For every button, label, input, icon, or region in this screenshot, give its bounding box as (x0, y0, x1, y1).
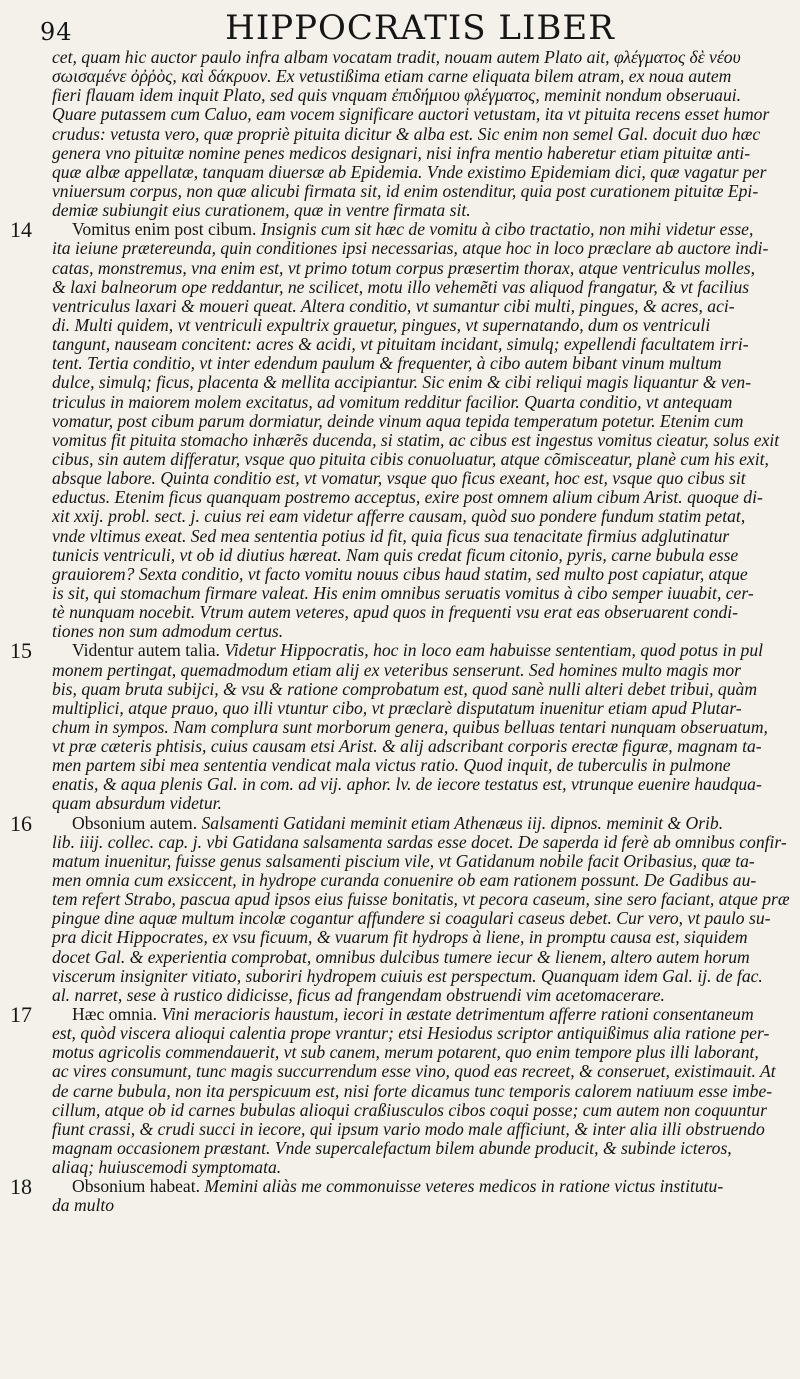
text-line (0, 641, 800, 660)
lemma-text: Hæc omnia. (72, 1005, 158, 1025)
line-text: aliaq; huiuscemodi symptomata. (52, 1158, 282, 1178)
text-line (0, 718, 800, 737)
line-text: ventriculus laxari & moueri queat. Altera conditio, vt sumantur cibi multi, pingues, & acres, aci- (52, 296, 735, 316)
text-line (0, 986, 800, 1005)
text-line (0, 565, 800, 584)
text-line (0, 393, 800, 412)
paragraph-number: 18 (10, 1177, 32, 1197)
line-text: catas, monstremus, vna enim est, vt primo totum corpus præsertim thorax, atque ventriculus molles, (52, 258, 756, 278)
text-line (0, 278, 800, 297)
text-line (0, 469, 800, 488)
text-line (0, 316, 800, 335)
line-text: Videtur Hippocratis, hoc in loco eam habuisse sententiam, quod potus in pul (219, 641, 764, 661)
line-text: Memini aliàs me commonuisse veteres medicos in ratione victus institutu- (200, 1177, 724, 1197)
line-text: da multo (52, 1196, 115, 1216)
line-text: bis, quam bruta subijci, & vsu & ratione comprobatum est, quod sanè nulli alteri debet tribui, quàm (52, 679, 758, 699)
paragraph-number: 17 (10, 1005, 32, 1025)
lemma-text: Obsonium habeat. (72, 1177, 201, 1197)
line-text: tiones non sum admodum certus. (52, 622, 284, 642)
text-line (0, 412, 800, 431)
running-title: HIPPOCRATIS LIBER (225, 8, 615, 48)
text-line (0, 297, 800, 316)
line-text: tem refert Strabo, pascua apud ipsos eius fuisse bonitatis, vt pecora caseum, sine sero faciant, atque præ (52, 890, 790, 910)
line-text: σωισαμένε ὀῤῥὸς, καὶ δάκρυον. Ex vetustißima etiam carne eliquata bilem atram, ex noua autem (52, 67, 732, 87)
text-line (0, 488, 800, 507)
text-line (0, 737, 800, 756)
line-text: Salsamenti Gatidani meminit etiam Athenæus iij. dipnos. meminit & Orib. (197, 813, 724, 833)
body-text (0, 48, 800, 1216)
text-line (0, 833, 800, 852)
line-text: men omnia cum exsiccent, in hydrope curanda conuenire ob eam rationem possunt. De Gadibus au- (52, 871, 757, 891)
line-text: vomatur, post cibum parum dormiatur, deinde vinum aqua tepida temperatum potetur. Etenim cum (52, 411, 744, 431)
text-line (0, 1043, 800, 1062)
line-text: quæ albæ appellatæ, tanquam diuersæ ab Epidemia. Vnde existimo Epidemiam dici, quæ vagatur per (52, 162, 767, 182)
line-text: Insignis cum sit hæc de vomitu à cibo tractatio, non mihi videtur esse, (256, 220, 754, 240)
text-line (0, 890, 800, 909)
text-line (0, 584, 800, 603)
text-line (0, 507, 800, 526)
text-line (0, 756, 800, 775)
text-line (0, 431, 800, 450)
line-text: cibus, sin autem differatur, vsque quo pituita cibis conuoluatur, atque cõmisceatur, planè cum his exit, (52, 449, 769, 469)
text-line (0, 259, 800, 278)
line-text: is sit, qui stomachum firmare valeat. His enim omnibus seruatis vomitus à cibo semper iuuabit, cer- (52, 583, 754, 603)
text-line (0, 373, 800, 392)
text-line (0, 967, 800, 986)
line-text: demiæ subiungit eius curationem, quæ in ventre firmata sit. (52, 201, 471, 221)
text-line (0, 1005, 800, 1024)
text-line (0, 1082, 800, 1101)
text-line (0, 546, 800, 565)
line-text: grauiorem? Sexta conditio, vt facto vomitu nouus cibus haud statim, sed multo post capiatur, atque (52, 564, 748, 584)
text-line (0, 450, 800, 469)
line-text: motus agricolis commendauerit, vt sub canem, merum potarent, quo enim tempore plus illi laborant, (52, 1043, 759, 1063)
line-text: Vini meracioris haustum, iecori in æstate detrimentum afferre rationi consentaneum (157, 1005, 754, 1025)
text-line (0, 775, 800, 794)
text-line (0, 182, 800, 201)
line-text: pingue dine aquæ multum incolæ cogantur affundere si coagulari caseus debet. Cur vero, vt paulo su- (52, 909, 771, 929)
line-text: docet Gal. & experientia comprobat, omnibus dulcibus tumere iecur & lienem, altero autem horum (52, 947, 750, 967)
text-line (0, 603, 800, 622)
line-text: absque labore. Quinta conditio est, vt vomatur, vsque quo ficus exeant, hoc est, vsque quo cibus sit (52, 469, 746, 489)
line-text: matum inuenitur, fuisse genus salsamenti piscium vile, vt Gatidanum nobile facit Oribasius, quæ ta- (52, 851, 755, 871)
line-text: ita ieiune prætereunda, quin conditiones ipsi necessarias, atque hoc in loco præclare ab auctore indi- (52, 239, 769, 259)
line-text: vniuersum corpus, non quæ alicubi firmata sit, id enim ostenditur, quia post curationem pituitæ Epi- (52, 181, 759, 201)
text-line (0, 871, 800, 890)
text-line (0, 1101, 800, 1120)
line-text: crudus: vetusta vero, quæ propriè pituita dicitur & alba est. Sic enim non semel Gal. docuit duo hæc (52, 124, 761, 144)
page-number: 94 (40, 18, 73, 46)
text-line (0, 928, 800, 947)
text-line (0, 67, 800, 86)
text-line (0, 948, 800, 967)
line-text: lib. iiij. collec. cap. j. vbi Gatidana salsamenta sardas esse docet. De saperda id ferè ab omnibus confir- (52, 832, 787, 852)
text-line (0, 1062, 800, 1081)
text-line (0, 220, 800, 239)
text-line (0, 125, 800, 144)
paragraph-number: 16 (10, 813, 32, 833)
text-line (0, 144, 800, 163)
text-line (0, 527, 800, 546)
line-text: men partem sibi mea sententia vendicat mala victus ratio. Quod inquit, de tuberculis in pulmone (52, 756, 731, 776)
line-text: est, quòd viscera alioqui calentia prope vrantur; etsi Hesiodus scriptor antiquißimus alia ratione per- (52, 1024, 770, 1044)
line-text: al. narret, sese à rustico didicisse, ficus ad frangendam obstruendi vim acetomacerare. (52, 985, 665, 1005)
line-text: fiunt crassi, & crudi succi in iecore, qui ipsum vario modo male afficiunt, & inter alia illi obstruendo (52, 1119, 765, 1139)
line-text: chum in sympos. Nam complura sunt morborum genera, quibus belluas tentari nunquam obseruatum, (52, 717, 768, 737)
lemma-text: Videntur autem talia. (72, 641, 220, 661)
lemma-text: Obsonium autem. (72, 813, 198, 833)
line-text: ac vires consumunt, tunc magis succurrendum esse vino, quod eas recreet, & conseruet, existimauit. At (52, 1062, 776, 1082)
text-line (0, 794, 800, 813)
text-line (0, 335, 800, 354)
text-line (0, 86, 800, 105)
lemma-text: Vomitus enim post cibum. (72, 220, 257, 240)
line-text: eductus. Etenim ficus quanquam postremo acceptus, exire post omnem alium cibum Arist. quoque di- (52, 488, 763, 508)
line-text: & laxi balneorum ope reddantur, ne scilicet, motu illo vehemẽti vas aliquod frangatur, & vt facilius (52, 277, 750, 297)
line-text: tè nunquam nocebit. Vtrum autem veteres, apud quos in frequenti vsu erat eas obseruarent condi- (52, 603, 739, 623)
line-text: genera vno pituitæ nomine penes medicos designari, nisi infra mentio haberetur etiam pituitæ anti- (52, 143, 751, 163)
line-text: multiplici, atque prauo, quo illi vtuntur cibo, vt præclarè disputatum inuenitur etiam apud Plutar- (52, 698, 742, 718)
text-line (0, 661, 800, 680)
text-line (0, 814, 800, 833)
text-line (0, 201, 800, 220)
text-line (0, 622, 800, 641)
text-line (0, 1024, 800, 1043)
line-text: vt præ cæteris phtisis, cuius causam etsi Arist. & alij adscribant corporis erectæ figuræ, magnam ta- (52, 737, 762, 757)
line-text: enatis, & aqua plenis Gal. in com. ad vij. aphor. lv. de iecore testatus est, vtrunque euenire haudqua- (52, 775, 762, 795)
text-line (0, 680, 800, 699)
text-line (0, 852, 800, 871)
text-line (0, 1177, 800, 1196)
text-line (0, 48, 800, 67)
text-line (0, 1196, 800, 1215)
line-text: fieri flauam idem inquit Plato, sed quis vnquam ἐπιδήμιου φλέγματος, meminit nondum obseruaui. (52, 86, 742, 106)
line-text: quam absurdum videtur. (52, 794, 222, 814)
text-line (0, 1120, 800, 1139)
line-text: Quare putassem cum Caluo, eam vocem significare auctori vetustam, ita vt pituita recens esset humor (52, 105, 770, 125)
line-text: di. Multi quidem, vt ventriculi expultrix grauetur, pingues, vt supernatando, dum os ventriculi (52, 315, 711, 335)
paragraph-number: 15 (10, 641, 32, 661)
text-line (0, 1158, 800, 1177)
paragraph-number: 14 (10, 220, 32, 240)
line-text: viscerum insigniter vitiato, suboriri hydropem cuiuis est perspectum. Quanquam idem Gal. ij. de fac. (52, 966, 763, 986)
line-text: magnam occasionem præstant. Vnde supercalefactum bilem abunde producit, & subinde icteros, (52, 1139, 732, 1159)
text-line (0, 239, 800, 258)
text-line (0, 1139, 800, 1158)
text-line (0, 354, 800, 373)
line-text: vomitus fit pituita stomacho inhærẽs ducenda, si statim, ac cibus est ingestus vomitus cieatur, solus exit (52, 430, 780, 450)
line-text: cet, quam hic auctor paulo infra albam vocatam tradit, nouam autem Plato ait, φλέγματος δὲ νέου (52, 48, 741, 67)
line-text: dulce, simulq; ficus, placenta & mellita accipiantur. Sic enim & cibi reliqui magis liquantur & ven- (52, 373, 752, 393)
line-text: tent. Tertia conditio, vt inter edendum paulum & frequenter, à cibo autem bibant vinum multum (52, 354, 722, 374)
line-text: xit xxij. probl. sect. j. cuius rei eam videtur afferre causam, quòd suo pondere fundum statim petat, (52, 507, 746, 527)
line-text: triculus in maiorem molem excitatus, ad vomitum redditur facilior. Quarta conditio, vt antequam (52, 392, 733, 412)
line-text: de carne bubula, non ita perspicuum est, nisi forte dicamus tunc temporis calorem natiuum esse imbe- (52, 1081, 773, 1101)
line-text: monem pertingat, quemadmodum etiam alij ex veteribus senserunt. Sed homines multo magis mor (52, 660, 741, 680)
line-text: tunicis ventriculi, vt ob id diutius hæreat. Nam quis credat ficum citonio, pyris, carne bubula esse (52, 545, 739, 565)
line-text: tangunt, nauseam concitent: acres & acidi, vt pituitam incidant, simulq; expellendi facultatem irri- (52, 335, 749, 355)
line-text: vnde vltimus exeat. Sed mea sententia potius id fit, quia ficus sua tenacitate firmius adglutinatur (52, 526, 730, 546)
line-text: pra dicit Hippocrates, ex vsu ficuum, & vuarum fit hydrops à liene, in promptu causa est, siquidem (52, 928, 748, 948)
line-text: cillum, atque ob id carnes bubulas alioqui craßiusculos cibos coqui posse; cum autem non coquuntur (52, 1100, 767, 1120)
text-line (0, 163, 800, 182)
text-line (0, 699, 800, 718)
text-line (0, 909, 800, 928)
text-line (0, 105, 800, 124)
running-head (0, 6, 800, 50)
